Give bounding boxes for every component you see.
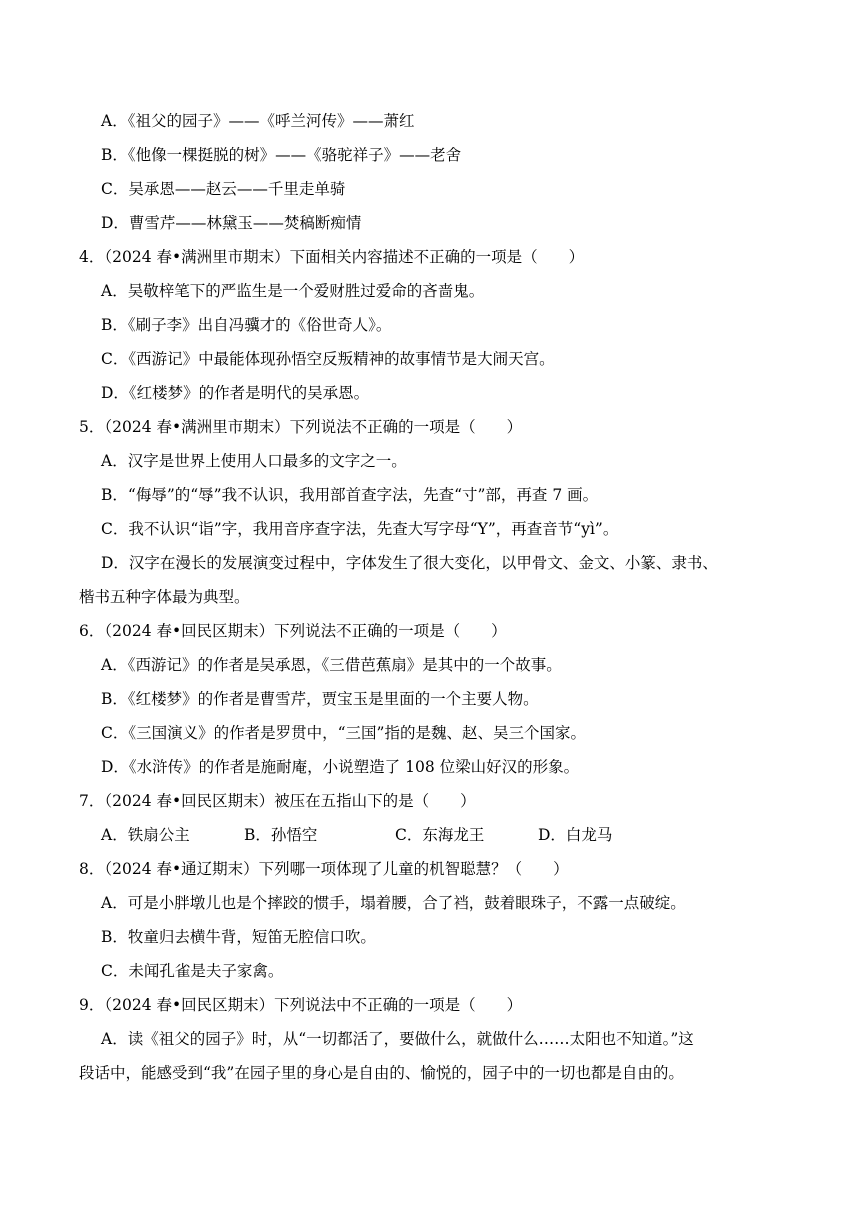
q5-option-c: C．我不认识“诣”字，我用音序查字法，先查大写字母“Y”，再查音节“yì”。: [101, 520, 619, 538]
q3-option-a: A．《祖父的园子》——《呼兰河传》——萧红: [101, 112, 415, 130]
q5-option-b: B．“侮辱”的“辱”我不认识，我用部首查字法，先查“寸”部，再查 7 画。: [101, 486, 599, 504]
q9-option-a-continued: 段话中，能感受到“我”在园子里的身心是自由的、愉悦的，园子中的一切也都是自由的。: [79, 1064, 684, 1082]
question-5: 5．（2024 春•满洲里市期末）下列说法不正确的一项是（ ）: [79, 418, 523, 436]
q4-option-a: A．吴敬梓笔下的严监生是一个爱财胜过爱命的吝啬鬼。: [101, 282, 485, 300]
q5-option-a: A．汉字是世界上使用人口最多的文字之一。: [101, 452, 407, 470]
q7-options-row: [101, 825, 612, 845]
q6-option-c: C．《三国演义》的作者是罗贯中，“三国”指的是魏、赵、吴三个国家。: [101, 724, 586, 742]
q4-option-d: D．《红楼梦》的作者是明代的吴承恩。: [101, 384, 370, 402]
q6-option-a: A．《西游记》的作者是吴承恩，《三借芭蕉扇》是其中的一个故事。: [101, 656, 562, 674]
q4-option-c: C．《西游记》中最能体现孙悟空反叛精神的故事情节是大闹天宫。: [101, 350, 555, 368]
question-8: 8．（2024 春•通辽期末）下列哪一项体现了儿童的机智聪慧？（ ）: [79, 860, 569, 878]
q8-option-b: B．牧童归去横牛背，短笛无腔信口吹。: [101, 928, 376, 946]
q9-option-a: A．读《祖父的园子》时，从“一切都活了，要做什么，就做什么……太阳也不知道。”这: [101, 1030, 694, 1048]
q3-option-d: D．曹雪芹——林黛玉——焚稿断痴情: [101, 214, 362, 232]
q8-option-a: A．可是小胖墩儿也是个摔跤的惯手，塌着腰，合了裆，鼓着眼珠子，不露一点破绽。: [101, 894, 686, 912]
q8-option-c: C．未闻孔雀是夫子家禽。: [101, 962, 284, 980]
q5-option-d-continued: 楷书五种字体最为典型。: [79, 588, 250, 606]
q7-option-c: C．东海龙王: [395, 826, 485, 844]
question-4: 4．（2024 春•满洲里市期末）下面相关内容描述不正确的一项是（ ）: [79, 248, 585, 266]
q3-option-c: C．吴承恩——赵云——千里走单骑: [101, 180, 346, 198]
question-9: 9．（2024 春•回民区期末）下列说法中不正确的一项是（ ）: [79, 996, 523, 1014]
q4-option-b: B．《刷子李》出自冯骥才的《俗世奇人》。: [101, 316, 392, 334]
q7-option-a: A．铁扇公主: [101, 826, 190, 844]
q3-option-b: B．《他像一棵挺脱的树》——《骆驼祥子》——老舍: [101, 146, 462, 164]
q6-option-b: B．《红楼梦》的作者是曹雪芹，贾宝玉是里面的一个主要人物。: [101, 690, 539, 708]
q7-option-d: D．白龙马: [538, 826, 613, 844]
q6-option-d: D．《水浒传》的作者是施耐庵，小说塑造了 108 位梁山好汉的形象。: [101, 758, 580, 776]
question-7: 7．（2024 春•回民区期末）被压在五指山下的是（ ）: [79, 792, 476, 810]
q7-option-b: B．孙悟空: [244, 826, 318, 844]
question-6: 6．（2024 春•回民区期末）下列说法不正确的一项是（ ）: [79, 622, 507, 640]
q5-option-d: D．汉字在漫长的发展演变过程中，字体发生了很大变化，以甲骨文、金文、小篆、隶书、: [101, 554, 718, 572]
